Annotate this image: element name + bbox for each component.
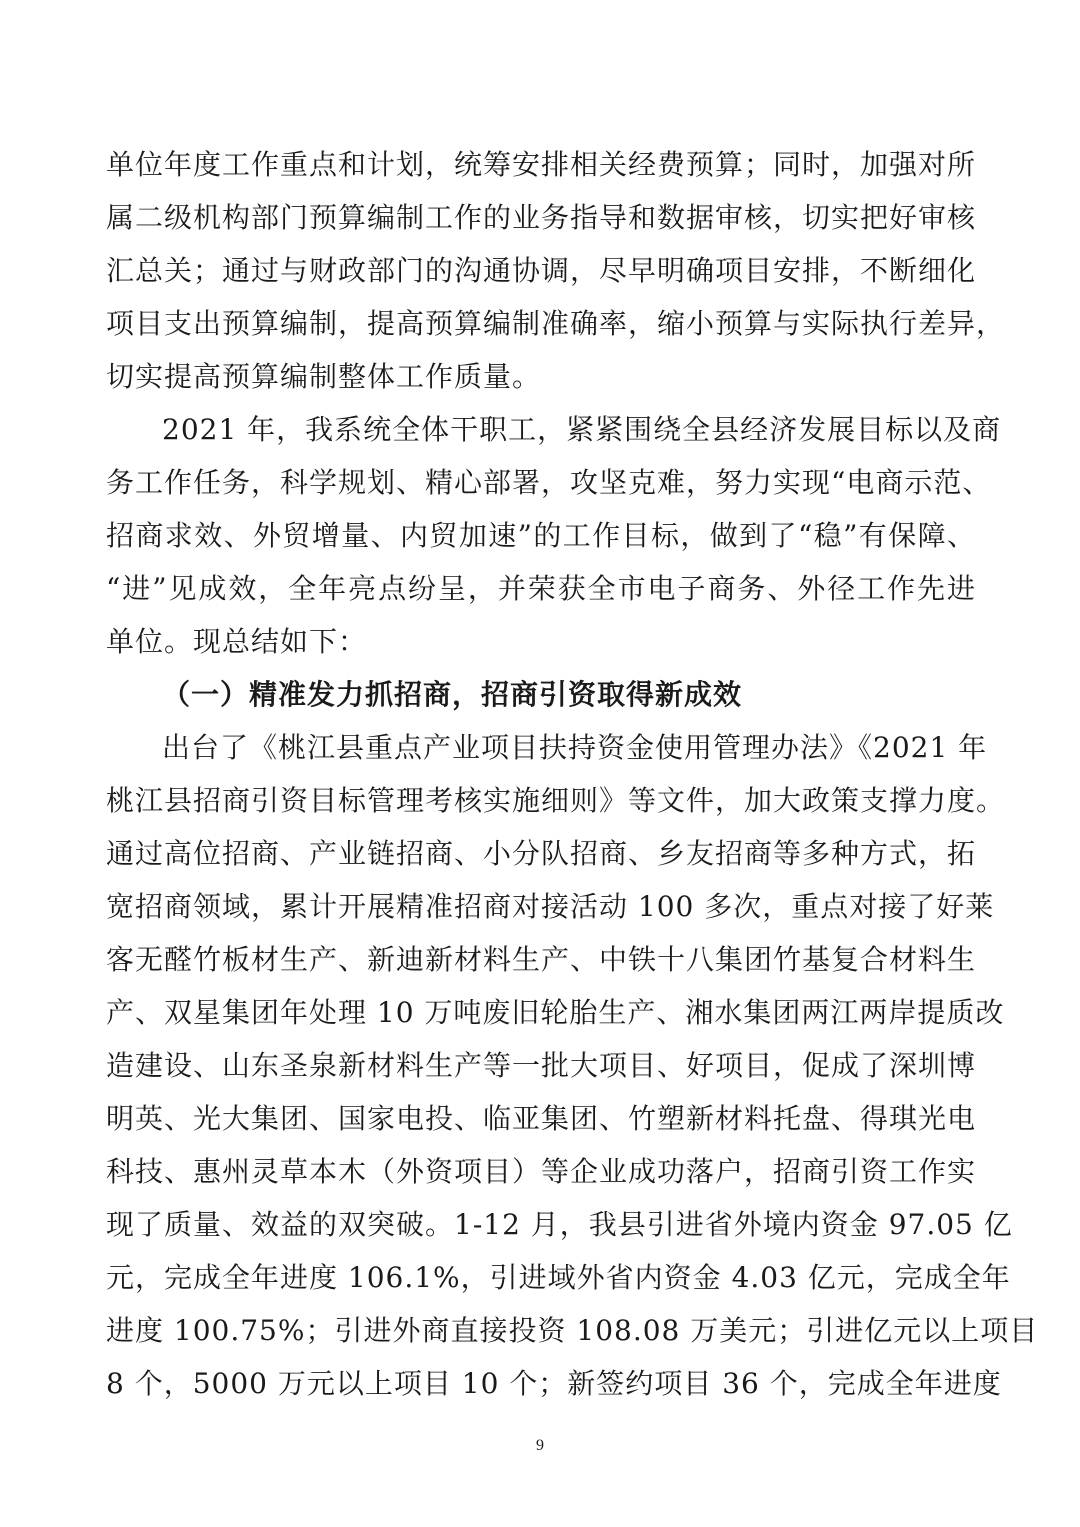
paragraph-3-line-13: 8 个，5000 万元以上项目 10 个；新签约项目 36 个，完成全年进度 (106, 1367, 1002, 1400)
paragraph-2-line-4: “进”见成效，全年亮点纷呈，并荣获全市电子商务、外径工作先进 (106, 572, 976, 605)
paragraph-3-line-9: 科技、惠州灵草本木（外资项目）等企业成功落户，招商引资工作实 (106, 1155, 977, 1188)
paragraph-3-line-12: 进度 100.75%；引进外商直接投资 108.08 万美元；引进亿元以上项目 (106, 1314, 1039, 1347)
paragraph-3-line-2: 桃江县招商引资目标管理考核实施细则》等文件，加大政策支撑力度。 (106, 784, 1006, 817)
section-heading: （一）精准发力抓招商，招商引资取得新成效 (162, 678, 743, 711)
paragraph-3-line-3: 通过高位招商、产业链招商、小分队招商、乡友招商等多种方式，拓 (106, 837, 977, 870)
paragraph-2-line-5: 单位。现总结如下： (106, 625, 368, 658)
paragraph-1-line-3: 汇总关；通过与财政部门的沟通协调，尽早明确项目安排，不断细化 (106, 254, 977, 287)
paragraph-1-line-1: 单位年度工作重点和计划，统筹安排相关经费预算；同时，加强对所 (106, 148, 977, 181)
paragraph-3-line-8: 明英、光大集团、国家电投、临亚集团、竹塑新材料托盘、得琪光电 (106, 1102, 977, 1135)
paragraph-3-line-1: 出台了《桃江县重点产业项目扶持资金使用管理办法》《2021 年 (162, 731, 988, 764)
paragraph-2-line-2: 务工作任务，科学规划、精心部署，攻坚克难，努力实现“电商示范、 (106, 466, 992, 499)
paragraph-1-line-4: 项目支出预算编制，提高预算编制准确率，缩小预算与实际执行差异， (106, 307, 1006, 340)
paragraph-3-line-5: 客无醛竹板材生产、新迪新材料生产、中铁十八集团竹基复合材料生 (106, 943, 977, 976)
paragraph-3-line-6: 产、双星集团年处理 10 万吨废旧轮胎生产、湘水集团两江两岸提质改 (106, 996, 1005, 1029)
paragraph-1-line-5: 切实提高预算编制整体工作质量。 (106, 360, 542, 393)
paragraph-3-line-11: 元，完成全年进度 106.1%，引进域外省内资金 4.03 亿元，完成全年 (106, 1261, 1011, 1294)
paragraph-1-line-2: 属二级机构部门预算编制工作的业务指导和数据审核，切实把好审核 (106, 201, 977, 234)
paragraph-3-line-4: 宽招商领域，累计开展精准招商对接活动 100 多次，重点对接了好莱 (106, 890, 995, 923)
paragraph-2-line-1: 2021 年，我系统全体干职工，紧紧围绕全县经济发展目标以及商 (162, 413, 1002, 446)
body-text (106, 138, 1039, 1410)
paragraph-3-line-10: 现了质量、效益的双突破。1-12 月，我县引进省外境内资金 97.05 亿 (106, 1208, 1013, 1241)
page-number: 9 (536, 1437, 544, 1454)
paragraph-2-line-3: 招商求效、外贸增量、内贸加速”的工作目标，做到了“稳”有保障、 (106, 519, 976, 552)
paragraph-3-line-7: 造建设、山东圣泉新材料生产等一批大项目、好项目，促成了深圳博 (106, 1049, 977, 1082)
